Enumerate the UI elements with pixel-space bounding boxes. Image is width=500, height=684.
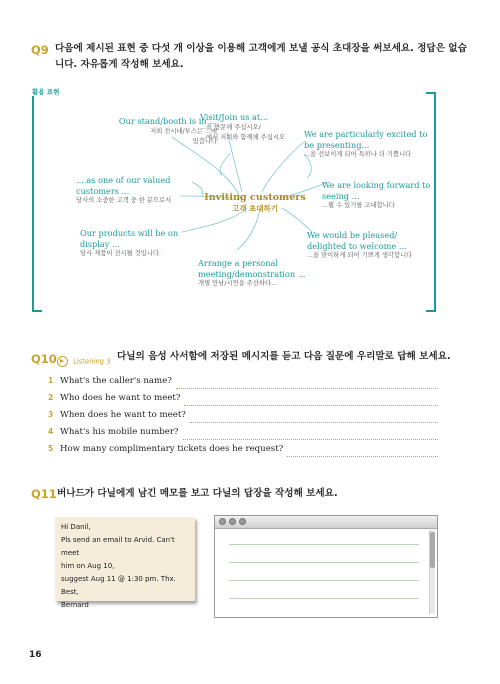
- q9-number: Q9: [31, 43, 49, 57]
- q9-instructions: [55, 41, 475, 73]
- node-valued-en1: ... as one of our valued: [76, 175, 171, 185]
- memo-line: suggest Aug 11 @ 1:30 pm. Thx. Best,: [61, 575, 176, 596]
- scrollbar-thumb[interactable]: [430, 532, 435, 568]
- q10-item-question: When does he want to meet?: [60, 410, 186, 420]
- close-icon[interactable]: [219, 518, 226, 525]
- q11-number: Q11: [31, 487, 57, 501]
- window-titlebar: [215, 516, 437, 529]
- q10-item-question: Who does he want to meet?: [60, 393, 181, 403]
- center-ko: 고객 초대하기: [231, 204, 279, 213]
- node-excited-en1: We are particularly excited to: [304, 129, 428, 139]
- node-stand-ko2: 있습니다: [192, 137, 217, 145]
- node-excited-en2: be presenting...: [304, 139, 370, 150]
- q10-item-number: 5: [48, 444, 54, 453]
- node-excited-ko: ...을 선보이게 되어 특히나 더 기쁩니다: [304, 151, 412, 158]
- memo-note: [55, 517, 195, 609]
- q10-item: [48, 444, 438, 460]
- q10-item-number: 1: [48, 376, 54, 385]
- node-stand-en: Our stand/booth is in ...: [118, 116, 217, 126]
- q10-item-question: What's the caller's name?: [60, 376, 172, 386]
- memo-line: Pls send an email to Arvid. Can't meet: [61, 536, 175, 557]
- answer-line[interactable]: [183, 439, 438, 440]
- minimize-icon[interactable]: [229, 518, 236, 525]
- q10-item: [48, 410, 438, 426]
- node-valued: [76, 175, 196, 206]
- answer-line[interactable]: [184, 405, 438, 406]
- q11-instructions: 버나드가 다닐에게 남긴 메모를 보고 다닐의 답장을 작성해 보세요.: [57, 488, 338, 499]
- listening-badge[interactable]: [57, 351, 110, 370]
- scrollbar[interactable]: [429, 530, 435, 614]
- q10-item: [48, 376, 438, 392]
- q10-item-number: 3: [48, 410, 54, 419]
- q10-item-number: 4: [48, 427, 54, 436]
- node-display: [80, 228, 190, 259]
- node-forward-ko: ...뵐 수 있기를 고대합니다: [322, 202, 395, 209]
- node-excited: [304, 129, 439, 160]
- box-label: 활용 표현: [32, 87, 63, 96]
- q10-number: Q10: [31, 352, 57, 366]
- node-visit-en: Visit/Join us at...: [200, 112, 269, 122]
- node-visit-ko2: ...에서 저희와 함께해 주십시오: [200, 133, 286, 141]
- node-pleased: [307, 230, 437, 261]
- node-valued-en2: customers ...: [76, 185, 130, 196]
- node-valued-ko: 당사의 소중한 고객 중 한 분으로서: [76, 197, 172, 204]
- center-topic: [200, 192, 310, 214]
- node-forward-en1: We are looking forward to: [322, 180, 431, 190]
- q10-instructions: 다닐의 음성 사서함에 저장된 메시지를 듣고 다음 질문에 우리말로 답해 보세요.: [117, 351, 451, 362]
- node-meeting-en2: meeting/demonstration ...: [198, 268, 306, 279]
- node-forward-en2: seeing ...: [322, 190, 360, 201]
- node-looking-forward: [322, 180, 437, 211]
- node-visit-ko1: ...을 방문해 주십시오/: [200, 123, 261, 131]
- node-meeting-en1: Arrange a personal: [198, 258, 278, 268]
- node-stand-ko1: 저희 전시대/부스는 ...에: [150, 127, 217, 135]
- answer-line[interactable]: [176, 388, 438, 389]
- node-display-en1: Our products will be on: [80, 228, 179, 238]
- q10-item: [48, 393, 438, 409]
- expression-box: [32, 88, 436, 310]
- node-display-ko: 당사 제품이 전시될 것입니다.: [80, 250, 161, 257]
- node-pleased-en2: delighted to welcome ...: [307, 240, 407, 251]
- q10-item-number: 2: [48, 393, 54, 402]
- maximize-icon[interactable]: [239, 518, 246, 525]
- node-pleased-ko: ...을 맞이하게 되어 기쁘게 생각합니다: [307, 252, 413, 259]
- answer-line[interactable]: [287, 456, 438, 457]
- memo-line: Bernard: [61, 601, 89, 609]
- listening-label: Listening 3: [73, 357, 111, 366]
- q10-item: [48, 427, 438, 443]
- page-number: 16: [29, 650, 42, 660]
- node-meeting-ko: 개별 만남/시연을 주선하다...: [198, 280, 278, 287]
- node-meeting: [198, 258, 328, 289]
- memo-line: him on Aug 10,: [61, 562, 115, 570]
- reply-window: [214, 515, 438, 618]
- q10-item-question: What's his mobile number?: [60, 427, 179, 437]
- center-en: Inviting customers: [204, 192, 306, 203]
- memo-line: Hi Danil,: [61, 523, 91, 531]
- q9-text-line2: 니다. 자유롭게 작성해 보세요.: [55, 59, 184, 70]
- q10-item-question: How many complimentary tickets does he request?: [60, 444, 284, 454]
- node-display-en2: display ...: [80, 238, 120, 249]
- q9-text-line1: 다음에 제시된 표현 중 다섯 개 이상을 이용해 고객에게 보낼 공식 초대장을 써보세요. 정답은 없습: [55, 43, 467, 54]
- speaker-icon: [57, 356, 68, 367]
- answer-line[interactable]: [190, 422, 438, 423]
- node-pleased-en1: We would be pleased/: [307, 230, 398, 240]
